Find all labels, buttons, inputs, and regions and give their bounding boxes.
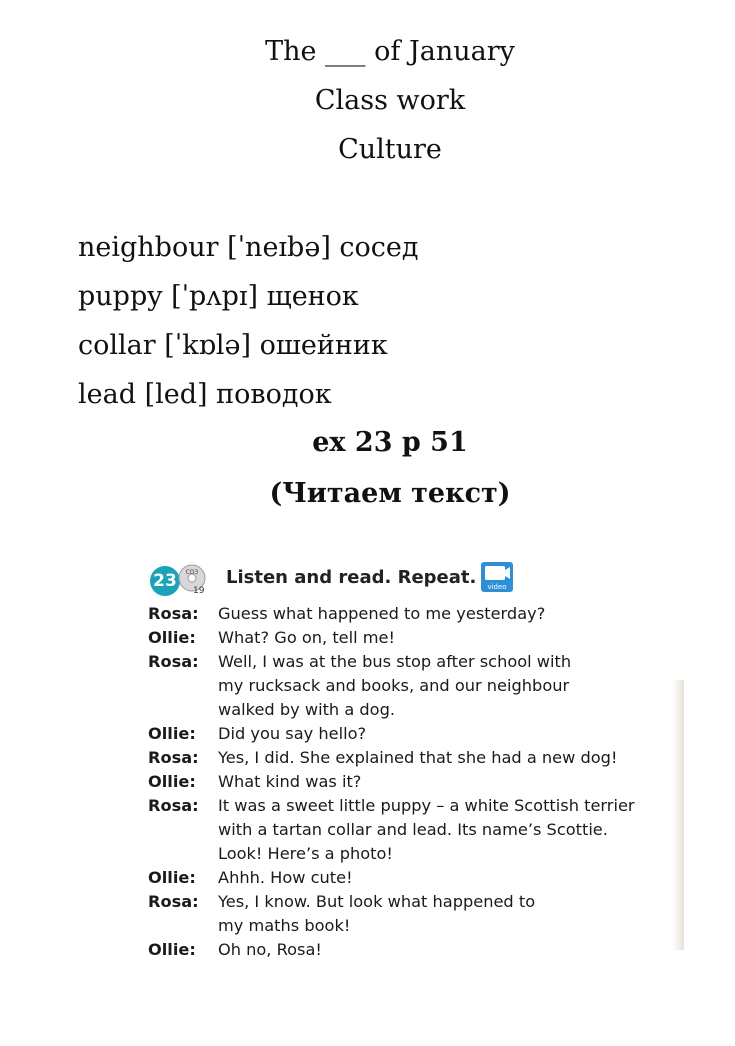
- dialogue-line: [148, 602, 683, 626]
- vocab-entry-neighbour: neighbour [ˈneɪbə] сосед: [78, 232, 419, 263]
- vocab-entry-puppy: puppy [ˈpʌpɪ] щенок: [78, 281, 359, 312]
- speech-text: Did you say hello?: [218, 724, 367, 743]
- speaker-name: Rosa:: [148, 748, 199, 767]
- speaker-name: Rosa:: [148, 796, 199, 815]
- exercise-reference: ex 23 p 51: [312, 427, 468, 458]
- dialogue-line: [148, 866, 683, 890]
- dialogue-line: [148, 938, 683, 962]
- vocab-entry-collar: collar [ˈkɒlə] ошейник: [78, 330, 388, 361]
- exercise-instruction: Listen and read. Repeat.: [226, 567, 477, 588]
- dialogue-line: [148, 890, 683, 914]
- speaker-name: Rosa:: [148, 652, 199, 671]
- speaker-name: Ollie:: [148, 868, 196, 887]
- date-line: The ___ of January: [265, 36, 515, 67]
- class-work-heading: Class work: [314, 85, 466, 116]
- speech-text: walked by with a dog.: [218, 700, 395, 719]
- video-label: video: [487, 583, 507, 591]
- speech-text: Ahhh. How cute!: [218, 868, 353, 887]
- speaker-name: Rosa:: [148, 892, 199, 911]
- textbook-excerpt: [148, 560, 683, 970]
- speech-text: Look! Here’s a photo!: [218, 844, 393, 863]
- speech-text: What? Go on, tell me!: [218, 628, 395, 647]
- exercise-note: (Читаем текст): [269, 478, 511, 509]
- dialogue: [148, 602, 683, 962]
- speaker-name: Rosa:: [148, 604, 199, 623]
- speech-text: What kind was it?: [218, 772, 362, 791]
- dialogue-line: [148, 650, 683, 674]
- speaker-name: Ollie:: [148, 772, 196, 791]
- dialogue-line: [148, 674, 683, 698]
- speech-text: Oh no, Rosa!: [218, 940, 322, 959]
- vocab-entry-lead: lead [led] поводок: [78, 379, 332, 410]
- dialogue-line: [148, 626, 683, 650]
- dialogue-line: [148, 818, 683, 842]
- cd-track-number: 19: [193, 586, 205, 596]
- video-icon: [480, 560, 514, 594]
- exercise-number-badge: 23: [150, 566, 180, 596]
- topic-heading: Culture: [338, 134, 442, 165]
- dialogue-line: [148, 698, 683, 722]
- dialogue-line: [148, 770, 683, 794]
- dialogue-line: [148, 794, 683, 818]
- speech-text: Yes, I did. She explained that she had a new dog!: [218, 748, 618, 767]
- speech-text: with a tartan collar and lead. Its name’s Scottie.: [218, 820, 608, 839]
- speaker-name: Ollie:: [148, 724, 196, 743]
- speech-text: Well, I was at the bus stop after school with: [218, 652, 572, 671]
- dialogue-line: [148, 842, 683, 866]
- exercise-header: [148, 560, 548, 600]
- speech-text: Guess what happened to me yesterday?: [218, 604, 546, 623]
- dialogue-line: [148, 746, 683, 770]
- speech-text: my maths book!: [218, 916, 351, 935]
- speaker-name: Ollie:: [148, 628, 196, 647]
- speech-text: Yes, I know. But look what happened to: [218, 892, 536, 911]
- dialogue-line: [148, 722, 683, 746]
- cd-label: CD3: [185, 569, 199, 576]
- dialogue-line: [148, 914, 683, 938]
- speech-text: It was a sweet little puppy – a white Scottish terrier: [218, 796, 635, 815]
- speech-text: my rucksack and books, and our neighbour: [218, 676, 570, 695]
- speaker-name: Ollie:: [148, 940, 196, 959]
